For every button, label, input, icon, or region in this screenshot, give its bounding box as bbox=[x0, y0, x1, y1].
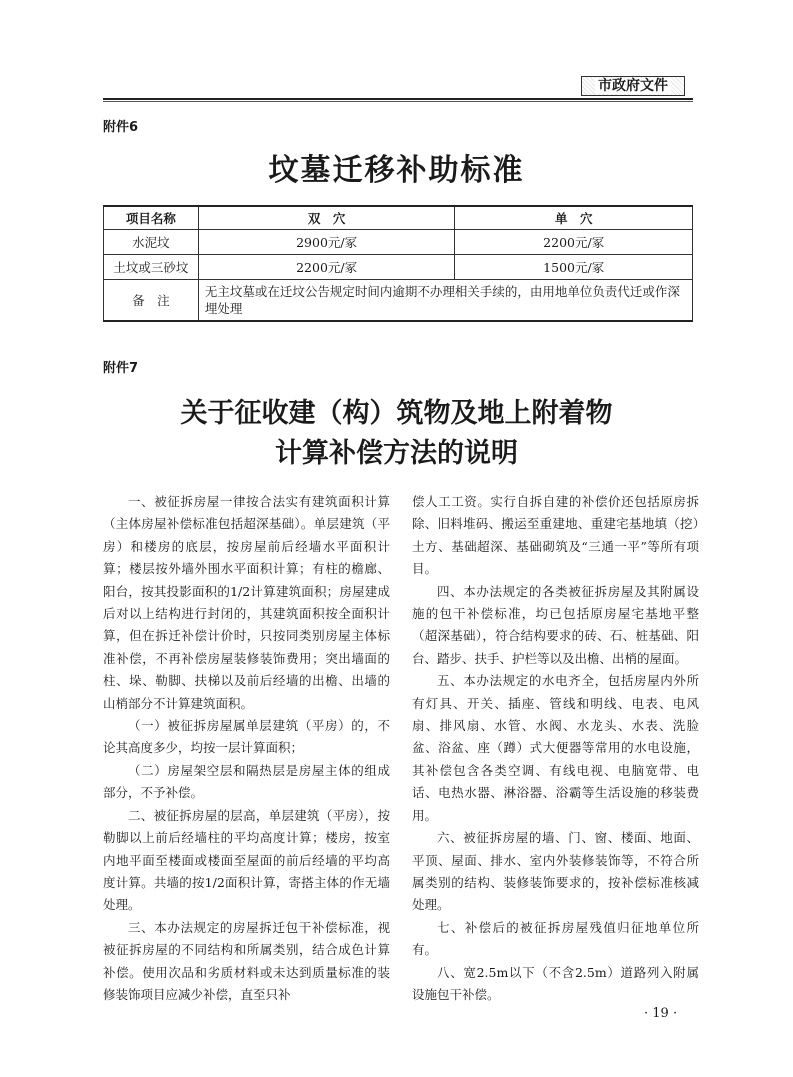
table-row bbox=[104, 230, 693, 255]
body-paragraph: （一）被征拆房屋属单层建筑（平房）的，不论其高度多少，均按一层计算面积； bbox=[103, 718, 390, 756]
page-number: · 19 · bbox=[644, 1006, 678, 1021]
attachment7-title-line1: 关于征收建（构）筑物及地上附着物 bbox=[180, 398, 613, 429]
body-paragraph: 二、被征拆房屋的层高，单层建筑（平房），按勒脚以上前后经墙柱的平均高度计算；楼房，按室内地平面至楼面或楼面至屋面的前后经墙的平均高度计算。共墙的按1/2面积计算，寄搭主体的作无墙处理。 bbox=[103, 807, 390, 913]
body-paragraph-continued: 偿人工工资。实行自拆自建的补偿价还包括原房拆除、旧料堆码、搬运至重建地、重建宅基地填（挖）土方、基础超深、基础砌筑及“三通一平”等所有项目。 bbox=[412, 494, 699, 577]
table-cell: 2200元/冢 bbox=[198, 255, 455, 280]
table-cell: 2200元/冢 bbox=[455, 230, 693, 255]
table-note-row bbox=[104, 280, 693, 322]
body-column-left bbox=[103, 491, 390, 1006]
attachment7-label: 附件7 bbox=[103, 361, 139, 376]
header-rule bbox=[103, 98, 693, 100]
table-cell: 水泥坟 bbox=[104, 230, 199, 255]
body-column-right bbox=[412, 491, 699, 1006]
table-cell: 2900元/冢 bbox=[198, 230, 455, 255]
table-note-text: 无主坟墓或在迁坟公告规定时间内逾期不办理相关手续的，由用地单位负责代迁或作深埋处理 bbox=[198, 280, 692, 322]
table-header-cell: 双 穴 bbox=[198, 206, 455, 230]
body-paragraph: 五、本办法规定的水电齐全，包括房屋内外所有灯具、开关、插座、管线和明线、电表、电风扇、排风扇、水管、水阀、水龙头、水表、洗脸盆、浴盆、座（蹲）式大便器等常用的水电设施，其补偿包含各类空调、有线电视、电脑宽带、电话、电热水器、淋浴器、浴霸等生活设施的移装费用。 bbox=[412, 673, 699, 823]
table-row bbox=[104, 255, 693, 280]
body-paragraph: 一、被征拆房屋一律按合法实有建筑面积计算（主体房屋补偿标准包括超深基础）。单层建筑（平房）和楼房的底层，按房屋前后经墙水平面积计算；楼层按外墙外围水平面积计算；有柱的檐廊、阳台，按其投影面积的1/2计算建筑面积；房屋建成后对以上结构进行封闭的，其建筑面积按全面积计算，但在拆迁补偿计价时，只按同类别房屋主体标准补偿，不再补偿房屋装修装饰费用；突出墙面的柱、垛、勒脚、扶梯以及前后经墙的出檐、出墙的山梢部分不计算建筑面积。 bbox=[103, 494, 390, 711]
table-header-cell: 项目名称 bbox=[104, 206, 199, 230]
body-paragraph: （二）房屋架空层和隔热层是房屋主体的组成部分，不予补偿。 bbox=[103, 762, 390, 801]
body-paragraph: 八、宽2.5m以下（不含2.5m）道路列入附属设施包干补偿。 bbox=[412, 964, 699, 1002]
table-cell: 1500元/冢 bbox=[455, 255, 693, 280]
burial-subsidy-table bbox=[103, 205, 693, 322]
section-label: 市政府文件 bbox=[595, 78, 671, 94]
attachment6-label: 附件6 bbox=[103, 120, 139, 135]
table-header-row bbox=[104, 206, 693, 230]
table-cell: 土坟或三砂坟 bbox=[104, 255, 199, 280]
header-rule-thin bbox=[103, 101, 693, 102]
body-paragraph: 六、被征拆房屋的墙、门、窗、楼面、地面、平顶、屋面、排水、室内外装修装饰等，不符合所属类别的结构、装修装饰要求的，按补偿标准核减处理。 bbox=[412, 830, 699, 913]
attachment6-title: 坟墓迁移补助标准 bbox=[268, 153, 525, 188]
table-note-label: 备 注 bbox=[104, 280, 199, 322]
body-paragraph: 四、本办法规定的各类被征拆房屋及其附属设施的包干补偿标准，均已包括原房屋宅基地平整（超深基础），符合结构要求的砖、石、桩基础、阳台、踏步、扶手、护栏等以及出檐、出梢的屋面。 bbox=[412, 583, 699, 666]
section-badge bbox=[581, 76, 685, 96]
table-header-cell: 单 穴 bbox=[455, 206, 693, 230]
body-paragraph: 七、补偿后的被征拆房屋残值归征地单位所有。 bbox=[412, 919, 699, 958]
attachment7-title-line2: 计算补偿方法的说明 bbox=[275, 438, 518, 469]
body-paragraph: 三、本办法规定的房屋拆迁包干补偿标准，视被征拆房屋的不同结构和所属类别，结合成色计算补偿。使用次品和劣质材料或未达到质量标准的装修装饰项目应减少补偿，直至只补 bbox=[103, 919, 390, 1002]
